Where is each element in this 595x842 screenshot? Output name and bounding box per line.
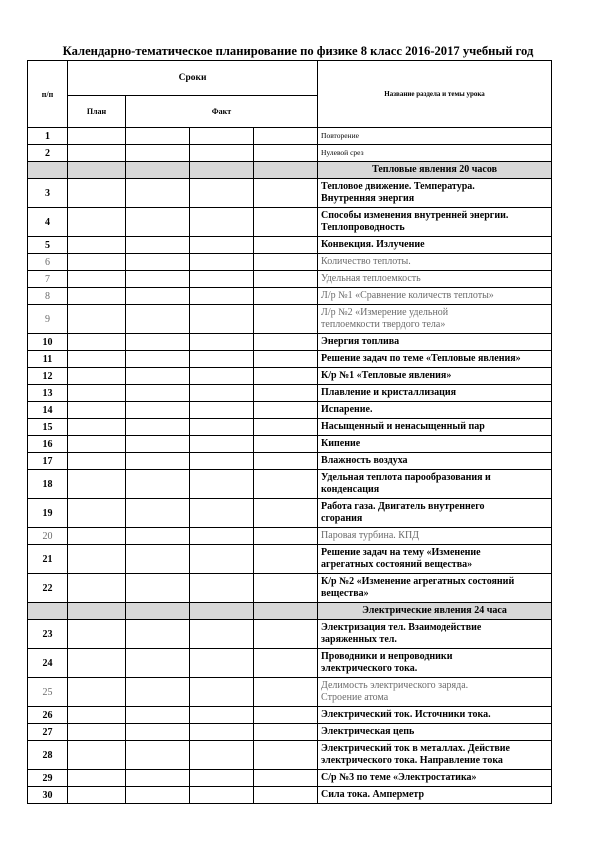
plan-date-cell <box>68 724 126 741</box>
fact-date-cell <box>190 499 254 528</box>
lesson-topic <box>318 787 552 804</box>
lesson-topic <box>318 254 552 271</box>
table-row <box>28 470 552 499</box>
fact-date-cell <box>190 237 254 254</box>
topic-line: К/р №2 «Изменение агрегатных состояний <box>321 576 515 587</box>
topic-line: Л/р №1 «Сравнение количеств теплоты» <box>321 290 494 301</box>
topic-line: К/р №1 «Тепловые явления» <box>321 370 452 381</box>
topic-line: теплоемкости твердого тела» <box>321 319 446 330</box>
fact-date-cell <box>254 208 318 237</box>
row-number: 23 <box>28 620 68 649</box>
lesson-topic <box>318 334 552 351</box>
fact-date-cell <box>190 419 254 436</box>
fact-date-cell <box>190 620 254 649</box>
fact-date-cell <box>254 724 318 741</box>
fact-date-cell <box>126 620 190 649</box>
fact-date-cell <box>126 499 190 528</box>
topic-line: Электрическая цепь <box>321 726 415 737</box>
fact-date-cell <box>254 385 318 402</box>
row-number: 13 <box>28 385 68 402</box>
lesson-topic <box>318 208 552 237</box>
plan-date-cell <box>68 470 126 499</box>
fact-date-cell <box>254 271 318 288</box>
fact-date-cell <box>190 128 254 145</box>
fact-date-cell <box>190 649 254 678</box>
section-title <box>318 603 552 620</box>
table-row <box>28 237 552 254</box>
plan-date-cell <box>68 545 126 574</box>
topic-line: Электрический ток в металлах. Действие <box>321 743 510 754</box>
section-row <box>28 603 552 620</box>
table-row <box>28 254 552 271</box>
row-number: 8 <box>28 288 68 305</box>
lesson-topic <box>318 620 552 649</box>
lesson-topic <box>318 385 552 402</box>
lesson-topic <box>318 288 552 305</box>
fact-date-cell <box>190 528 254 545</box>
fact-date-cell <box>254 162 318 179</box>
topic-line: Электрический ток. Источники тока. <box>321 709 491 720</box>
fact-date-cell <box>190 787 254 804</box>
fact-date-cell <box>126 436 190 453</box>
plan-date-cell <box>68 368 126 385</box>
fact-date-cell <box>254 179 318 208</box>
table-row <box>28 385 552 402</box>
row-number: 12 <box>28 368 68 385</box>
plan-date-cell <box>68 499 126 528</box>
row-number: 9 <box>28 305 68 334</box>
fact-date-cell <box>254 368 318 385</box>
fact-date-cell <box>126 724 190 741</box>
plan-date-cell <box>68 678 126 707</box>
plan-date-cell <box>68 787 126 804</box>
fact-date-cell <box>126 770 190 787</box>
fact-date-cell <box>126 678 190 707</box>
header-fact: Факт <box>126 96 318 128</box>
plan-date-cell <box>68 528 126 545</box>
header-num: п/п <box>28 61 68 128</box>
fact-date-cell <box>126 741 190 770</box>
row-number: 6 <box>28 254 68 271</box>
table-row <box>28 678 552 707</box>
topic-line: электрического тока. <box>321 663 418 674</box>
plan-date-cell <box>68 145 126 162</box>
row-number: 30 <box>28 787 68 804</box>
topic-line: Проводники и непроводники <box>321 651 453 662</box>
lesson-topic <box>318 545 552 574</box>
topic-line: сгорания <box>321 513 363 524</box>
fact-date-cell <box>190 145 254 162</box>
fact-date-cell <box>126 603 190 620</box>
topic-line: Удельная теплота парообразования и <box>321 472 491 483</box>
fact-date-cell <box>190 208 254 237</box>
fact-date-cell <box>190 351 254 368</box>
row-number: 24 <box>28 649 68 678</box>
topic-line: Количество теплоты. <box>321 256 411 267</box>
plan-date-cell <box>68 574 126 603</box>
plan-date-cell <box>68 254 126 271</box>
fact-date-cell <box>254 305 318 334</box>
row-number: 27 <box>28 724 68 741</box>
table-row <box>28 453 552 470</box>
fact-date-cell <box>254 453 318 470</box>
table-row <box>28 620 552 649</box>
fact-date-cell <box>190 436 254 453</box>
fact-date-cell <box>254 288 318 305</box>
topic-line: Внутренняя энергия <box>321 193 415 204</box>
fact-date-cell <box>254 707 318 724</box>
fact-date-cell <box>126 402 190 419</box>
fact-date-cell <box>254 128 318 145</box>
plan-date-cell <box>68 707 126 724</box>
header-topic: Название раздела и темы урока <box>318 61 552 128</box>
lesson-topic <box>318 649 552 678</box>
topic-line: Испарение. <box>321 404 373 415</box>
table-row <box>28 128 552 145</box>
fact-date-cell <box>126 305 190 334</box>
lesson-topic <box>318 707 552 724</box>
lesson-topic <box>318 179 552 208</box>
table-row <box>28 305 552 334</box>
lesson-topic <box>318 145 552 162</box>
topic-line: Решение задач на тему «Изменение <box>321 547 481 558</box>
plan-date-cell <box>68 334 126 351</box>
topic-line: Паровая турбина. КПД <box>321 530 419 541</box>
plan-date-cell <box>68 436 126 453</box>
fact-date-cell <box>254 237 318 254</box>
lesson-topic <box>318 368 552 385</box>
table-row <box>28 707 552 724</box>
row-number: 3 <box>28 179 68 208</box>
plan-date-cell <box>68 288 126 305</box>
plan-date-cell <box>68 128 126 145</box>
topic-line: вещества» <box>321 588 369 599</box>
fact-date-cell <box>254 470 318 499</box>
plan-date-cell <box>68 271 126 288</box>
row-number: 18 <box>28 470 68 499</box>
plan-date-cell <box>68 453 126 470</box>
fact-date-cell <box>190 254 254 271</box>
row-number: 25 <box>28 678 68 707</box>
topic-line: Влажность воздуха <box>321 455 408 466</box>
table-row <box>28 724 552 741</box>
fact-date-cell <box>190 470 254 499</box>
fact-date-cell <box>254 499 318 528</box>
topic-line: агрегатных состояний вещества» <box>321 559 473 570</box>
fact-date-cell <box>254 603 318 620</box>
fact-date-cell <box>126 208 190 237</box>
lesson-topic <box>318 770 552 787</box>
fact-date-cell <box>126 453 190 470</box>
table-row <box>28 574 552 603</box>
table-row <box>28 741 552 770</box>
table-row <box>28 208 552 237</box>
row-number: 7 <box>28 271 68 288</box>
table-row <box>28 419 552 436</box>
lesson-topic <box>318 470 552 499</box>
row-number: 28 <box>28 741 68 770</box>
plan-date-cell <box>68 603 126 620</box>
table-row <box>28 368 552 385</box>
fact-date-cell <box>190 334 254 351</box>
fact-date-cell <box>254 145 318 162</box>
table-row <box>28 402 552 419</box>
fact-date-cell <box>254 741 318 770</box>
row-number: 29 <box>28 770 68 787</box>
fact-date-cell <box>190 368 254 385</box>
table-header-row <box>28 61 552 96</box>
fact-date-cell <box>126 787 190 804</box>
fact-date-cell <box>126 145 190 162</box>
fact-date-cell <box>126 385 190 402</box>
fact-date-cell <box>254 436 318 453</box>
lesson-topic <box>318 678 552 707</box>
plan-date-cell <box>68 179 126 208</box>
fact-date-cell <box>254 402 318 419</box>
fact-date-cell <box>126 334 190 351</box>
fact-date-cell <box>254 351 318 368</box>
fact-date-cell <box>126 237 190 254</box>
plan-date-cell <box>68 419 126 436</box>
page-title: Календарно-тематическое планирование по физике 8 класс 2016-2017 учебный год <box>62 44 534 58</box>
section-row <box>28 162 552 179</box>
row-number: 5 <box>28 237 68 254</box>
fact-date-cell <box>190 678 254 707</box>
fact-date-cell <box>126 528 190 545</box>
planning-table <box>27 60 552 804</box>
fact-date-cell <box>190 288 254 305</box>
topic-line: Удельная теплоемкость <box>321 273 421 284</box>
row-number: 15 <box>28 419 68 436</box>
plan-date-cell <box>68 208 126 237</box>
fact-date-cell <box>190 179 254 208</box>
plan-date-cell <box>68 741 126 770</box>
fact-date-cell <box>126 470 190 499</box>
lesson-topic <box>318 351 552 368</box>
lesson-topic <box>318 574 552 603</box>
row-number: 22 <box>28 574 68 603</box>
table-row <box>28 288 552 305</box>
topic-line: Кипение <box>321 438 361 449</box>
lesson-topic <box>318 436 552 453</box>
fact-date-cell <box>254 254 318 271</box>
plan-date-cell <box>68 649 126 678</box>
topic-line: Нулевой срез <box>321 148 364 157</box>
fact-date-cell <box>190 402 254 419</box>
fact-date-cell <box>254 528 318 545</box>
lesson-topic <box>318 419 552 436</box>
topic-line: Сила тока. Амперметр <box>321 789 425 800</box>
fact-date-cell <box>126 254 190 271</box>
fact-date-cell <box>126 707 190 724</box>
fact-date-cell <box>190 603 254 620</box>
table-row <box>28 528 552 545</box>
row-number: 1 <box>28 128 68 145</box>
table-row <box>28 436 552 453</box>
fact-date-cell <box>190 385 254 402</box>
topic-line: Теплопроводность <box>321 222 405 233</box>
fact-date-cell <box>190 162 254 179</box>
lesson-topic <box>318 402 552 419</box>
row-number: 20 <box>28 528 68 545</box>
fact-date-cell <box>190 770 254 787</box>
lesson-topic <box>318 128 552 145</box>
fact-date-cell <box>254 770 318 787</box>
fact-date-cell <box>126 288 190 305</box>
table-row <box>28 770 552 787</box>
row-number: 19 <box>28 499 68 528</box>
topic-line: Электрические явления 24 часа <box>362 605 507 616</box>
plan-date-cell <box>68 402 126 419</box>
topic-line: электрического тока. Направление тока <box>321 755 503 766</box>
topic-line: Л/р №2 «Измерение удельной <box>321 307 449 318</box>
plan-date-cell <box>68 305 126 334</box>
fact-date-cell <box>126 271 190 288</box>
lesson-topic <box>318 305 552 334</box>
header-dates: Сроки <box>68 61 318 96</box>
table-row <box>28 334 552 351</box>
fact-date-cell <box>126 368 190 385</box>
fact-date-cell <box>190 724 254 741</box>
fact-date-cell <box>254 678 318 707</box>
topic-line: Плавление и кристаллизация <box>321 387 457 398</box>
fact-date-cell <box>190 545 254 574</box>
fact-date-cell <box>254 545 318 574</box>
table-row <box>28 271 552 288</box>
plan-date-cell <box>68 385 126 402</box>
fact-date-cell <box>254 334 318 351</box>
row-number: 10 <box>28 334 68 351</box>
fact-date-cell <box>190 453 254 470</box>
row-number: 11 <box>28 351 68 368</box>
fact-date-cell <box>254 620 318 649</box>
topic-line: Строение атома <box>321 692 389 703</box>
topic-line: Повторение <box>321 131 359 140</box>
fact-date-cell <box>126 179 190 208</box>
fact-date-cell <box>126 574 190 603</box>
topic-line: конденсация <box>321 484 380 495</box>
topic-line: Тепловые явления 20 часов <box>372 164 497 175</box>
lesson-topic <box>318 741 552 770</box>
topic-line: Работа газа. Двигатель внутреннего <box>321 501 485 512</box>
topic-line: Тепловое движение. Температура. <box>321 181 475 192</box>
table-row <box>28 649 552 678</box>
topic-line: Решение задач по теме «Тепловые явления» <box>321 353 521 364</box>
topic-line: Конвекция. Излучение <box>321 239 425 250</box>
topic-line: Насыщенный и ненасыщенный пар <box>321 421 485 432</box>
fact-date-cell <box>126 128 190 145</box>
table-row <box>28 787 552 804</box>
topic-line: заряженных тел. <box>321 634 397 645</box>
topic-line: Способы изменения внутренней энергии. <box>321 210 509 221</box>
fact-date-cell <box>126 649 190 678</box>
lesson-topic <box>318 724 552 741</box>
row-number: 26 <box>28 707 68 724</box>
table-row <box>28 179 552 208</box>
lesson-topic <box>318 271 552 288</box>
topic-line: Делимость электрического заряда. <box>321 680 469 691</box>
topic-line: Энергия топлива <box>321 336 400 347</box>
table-row <box>28 145 552 162</box>
fact-date-cell <box>190 574 254 603</box>
plan-date-cell <box>68 770 126 787</box>
table-row <box>28 351 552 368</box>
row-number: 16 <box>28 436 68 453</box>
plan-date-cell <box>68 620 126 649</box>
fact-date-cell <box>126 351 190 368</box>
topic-line: С/р №3 по теме «Электростатика» <box>321 772 477 783</box>
plan-date-cell <box>68 162 126 179</box>
lesson-topic <box>318 237 552 254</box>
fact-date-cell <box>254 649 318 678</box>
lesson-topic <box>318 453 552 470</box>
fact-date-cell <box>254 419 318 436</box>
fact-date-cell <box>254 574 318 603</box>
row-number: 17 <box>28 453 68 470</box>
row-number: 2 <box>28 145 68 162</box>
row-number: 14 <box>28 402 68 419</box>
fact-date-cell <box>190 305 254 334</box>
row-number: 4 <box>28 208 68 237</box>
fact-date-cell <box>126 162 190 179</box>
plan-date-cell <box>68 237 126 254</box>
row-number <box>28 603 68 620</box>
row-number <box>28 162 68 179</box>
section-title <box>318 162 552 179</box>
fact-date-cell <box>126 545 190 574</box>
plan-date-cell <box>68 351 126 368</box>
lesson-topic <box>318 499 552 528</box>
fact-date-cell <box>254 787 318 804</box>
fact-date-cell <box>190 707 254 724</box>
topic-line: Электризация тел. Взаимодействие <box>321 622 482 633</box>
table-row <box>28 499 552 528</box>
fact-date-cell <box>126 419 190 436</box>
fact-date-cell <box>190 271 254 288</box>
table-row <box>28 545 552 574</box>
fact-date-cell <box>190 741 254 770</box>
row-number: 21 <box>28 545 68 574</box>
lesson-topic <box>318 528 552 545</box>
header-plan: План <box>68 96 126 128</box>
